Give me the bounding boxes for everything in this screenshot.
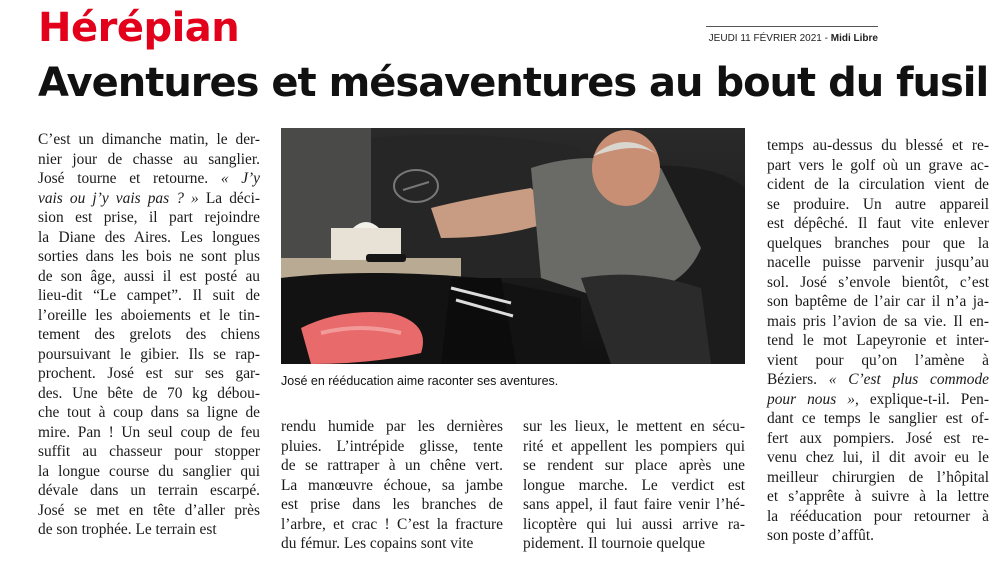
- text-line: part vers le golf où un grave ac-: [767, 156, 989, 174]
- text-line: fert aux pompiers. José est re-: [767, 429, 989, 447]
- text-line: vient pour qu’on l’amène à: [767, 351, 989, 369]
- text-line: nacelle puisse parvenir jusqu’au: [767, 254, 989, 271]
- text-line: de se rattraper à un chêne vert.: [281, 457, 503, 474]
- text-line: se rendent sur place après une: [523, 457, 745, 474]
- text-line: prochent. José est sur ses gar-: [38, 365, 260, 382]
- text-line: José se met en tête d’aller près: [38, 501, 260, 519]
- newspaper-name: Midi Libre: [830, 33, 878, 44]
- article-column-1: [38, 130, 260, 540]
- text-line: temps au-dessus du blessé et re-: [767, 137, 989, 154]
- text-line: pidement. Il tournoie quelque: [523, 535, 706, 552]
- text-line: dant ce temps le sanglier est of-: [767, 410, 989, 427]
- text-line: sans appel, il faut faire venir l’hé-: [523, 496, 745, 513]
- text-line: Béziers. « C’est plus commode: [767, 371, 989, 388]
- article-column-3: [523, 417, 745, 554]
- article-photo: [281, 128, 745, 364]
- text-line: dévale dans un terrain escarpé.: [38, 482, 260, 499]
- text-line: est prise dans les branches de: [281, 496, 503, 513]
- text-line: pluies. L’intrépide glisse, tente: [281, 437, 503, 455]
- text-line: meilleur chirurgien de l’hôpital: [767, 468, 989, 486]
- text-line: la longue course du sanglier qui: [38, 462, 260, 480]
- text-line: suffit au chasseur pour stopper: [38, 443, 260, 460]
- text-line: sur les lieux, le mettent en sécu-: [523, 418, 745, 435]
- text-line: et s’apprête à suivre à la lettre: [767, 488, 989, 505]
- text-line: se produire. Un autre appareil: [767, 195, 989, 213]
- text-line: pour nous », explique-t-il. Pen-: [767, 390, 989, 408]
- text-line: licoptère qui lui aussi arrive ra-: [523, 515, 745, 533]
- text-line: sorties dans les bois ne sont plus: [38, 248, 260, 265]
- town-name: Hérépian: [38, 5, 240, 51]
- text-line: son poste d’affût.: [767, 527, 875, 544]
- text-line: mais pris l’avion de sa vie. Il en-: [767, 312, 989, 330]
- text-line: sion est prise, il part rejoindre: [38, 209, 260, 226]
- dateline: [706, 26, 878, 44]
- text-line: de son âge, aussi il est posté au: [38, 267, 260, 285]
- text-line: est dépêché. Il faut vite enlever: [767, 215, 989, 232]
- text-line: C’est un dimanche matin, le der-: [38, 131, 260, 148]
- text-line: tend le mot Lapeyronie et inter-: [767, 332, 989, 349]
- text-line: nier jour de chasse au sanglier.: [38, 150, 260, 168]
- text-line: mire. Pan ! Un seul coup de feu: [38, 423, 260, 441]
- photo-illustration: [281, 128, 745, 364]
- text-line: quelques branches pour que la: [767, 234, 989, 252]
- text-line: José tourne et retourne. « J’y: [38, 170, 260, 187]
- text-line: La manœuvre échoue, sa jambe: [281, 476, 503, 494]
- text-line: rendu humide par les dernières: [281, 418, 503, 435]
- article-headline: Aventures et mésaventures au bout du fusil: [38, 60, 989, 106]
- article-column-4: [767, 136, 989, 546]
- text-line: l’arbre, et crac ! C’est la fracture: [281, 515, 503, 533]
- text-line: rité et appellent les pompiers qui: [523, 437, 745, 455]
- text-line: che tout à coup dans sa ligne de: [38, 404, 260, 421]
- text-line: la rééducation pour retourner à: [767, 507, 989, 525]
- text-line: du fémur. Les copains sont vite: [281, 535, 474, 552]
- text-line: de son trophée. Le terrain est: [38, 521, 217, 538]
- text-line: poursuivant le gibier. Ils se rap-: [38, 345, 260, 363]
- text-line: l’oreille les aboiements et le tin-: [38, 306, 260, 324]
- article-column-2: [281, 417, 503, 554]
- text-line: son baptême de l’air car il n’a ja-: [767, 293, 989, 310]
- text-line: tement des grelots des chiens: [38, 326, 260, 343]
- text-line: des. Une bête de 70 kg débou-: [38, 384, 260, 402]
- text-line: longue marche. Le verdict est: [523, 476, 745, 494]
- text-line: venu chez lui, il dit avoir eu le: [767, 449, 989, 466]
- text-line: lieu-dit “Le campet”. Il suit de: [38, 287, 260, 304]
- photo-caption: José en rééducation aime raconter ses aventures.: [281, 374, 559, 388]
- text-line: la Diane des Aires. Les longues: [38, 228, 260, 246]
- text-line: sol. José s’envole bientôt, c’est: [767, 273, 989, 291]
- text-line: cident de la circulation vient de: [767, 176, 989, 193]
- publication-date: JEUDI 11 FÉVRIER 2021 -: [708, 33, 828, 44]
- text-line: vais ou j’y vais pas ? » La déci-: [38, 189, 260, 207]
